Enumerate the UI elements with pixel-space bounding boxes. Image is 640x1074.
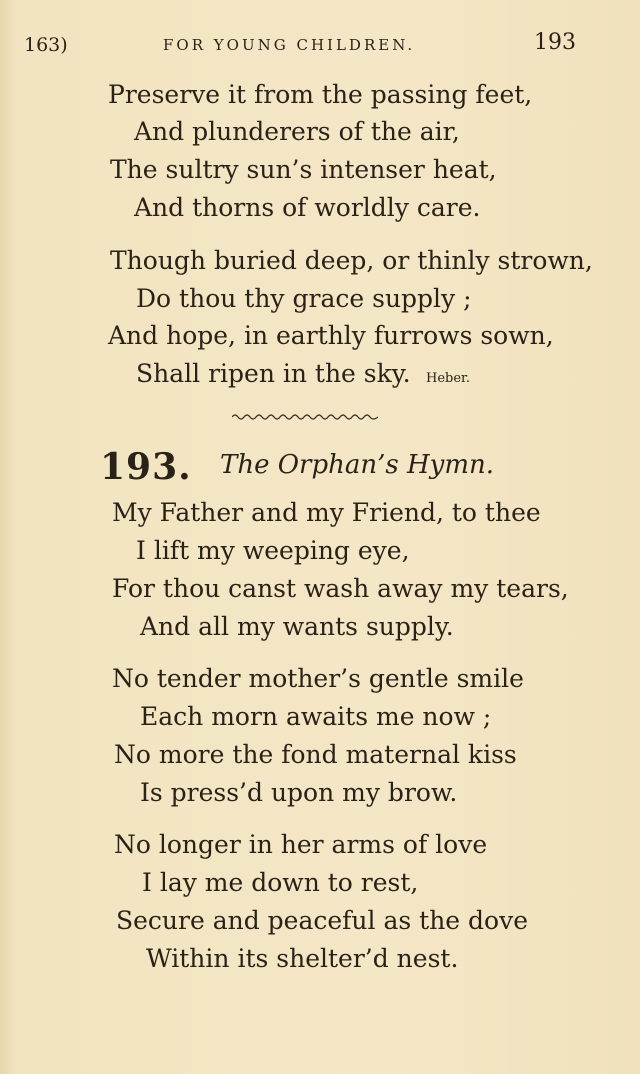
- verse-line: The sultry sun’s intenser heat,: [110, 155, 497, 184]
- verse-line: For thou canst wash away my tears,: [112, 574, 569, 603]
- verse-line: And hope, in earthly furrows sown,: [108, 321, 554, 350]
- verse-line: Though buried deep, or thinly strown,: [110, 246, 593, 275]
- hymn-number: 193.: [100, 446, 192, 488]
- verse-line: Within its shelter’d nest.: [146, 944, 459, 973]
- verse-line: And all my wants supply.: [140, 612, 454, 641]
- verse-line: No longer in her arms of love: [114, 830, 488, 859]
- verse-line: I lay me down to rest,: [142, 868, 419, 897]
- verse-line: I lift my weeping eye,: [136, 536, 410, 565]
- verse-line: Secure and peaceful as the dove: [116, 906, 529, 935]
- verse-line: Do thou thy grace supply ;: [136, 284, 472, 313]
- verse-line: Shall ripen in the sky.: [136, 359, 411, 388]
- verse-line: And plunderers of the air,: [134, 117, 460, 146]
- verse-line: No more the fond maternal kiss: [114, 740, 517, 769]
- previous-hymn-number: 163): [24, 34, 68, 56]
- page-header: [0, 30, 640, 60]
- attribution: Heber.: [426, 371, 470, 386]
- verse-line: No tender mother’s gentle smile: [112, 664, 524, 693]
- running-title: FOR YOUNG CHILDREN.: [163, 36, 416, 54]
- verse-line: My Father and my Friend, to thee: [112, 498, 541, 527]
- verse-line: Each morn awaits me now ;: [140, 702, 492, 731]
- page-number: 193: [534, 30, 576, 55]
- verse-line: Is press’d upon my brow.: [140, 778, 458, 807]
- verse-line: Preserve it from the passing feet,: [108, 80, 533, 109]
- verse-line: And thorns of worldly care.: [134, 193, 481, 222]
- ornamental-divider: [232, 412, 378, 422]
- hymn-title: The Orphan’s Hymn.: [220, 450, 495, 480]
